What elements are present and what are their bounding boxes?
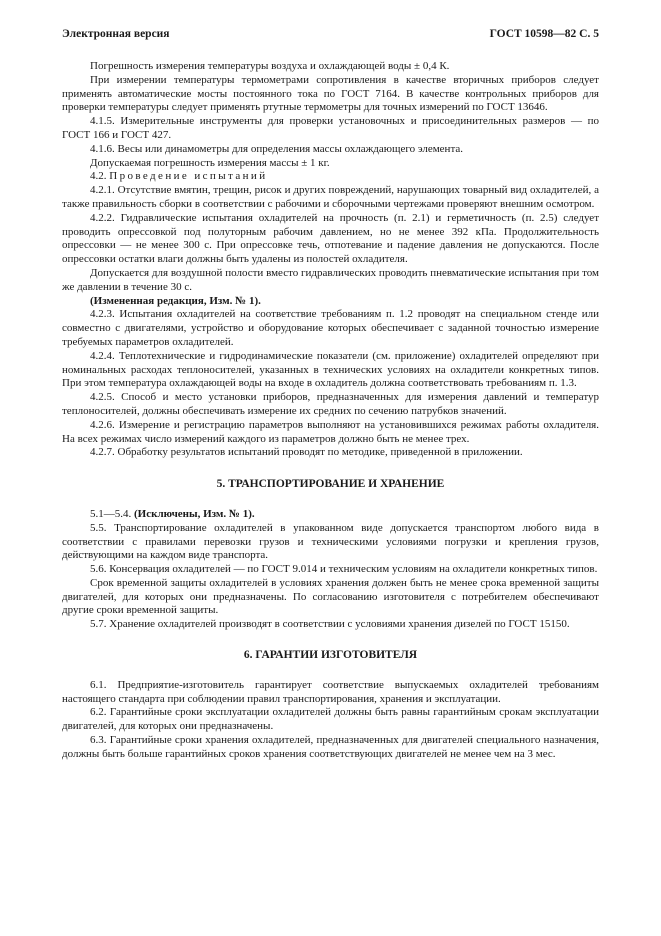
paragraph: При измерении температуры термометрами сопротивления в качестве вторичных приборов следует применять автоматические мосты постоянного тока по ГОСТ 7164. В качестве контрольных приборов для проверки температуры следует применять ртутные термометры для точных измерений по ГОСТ 13646. bbox=[62, 73, 599, 114]
edition-label: Электронная версия bbox=[62, 28, 170, 40]
paragraph: 5.6. Консервация охладителей — по ГОСТ 9.014 и техническим условиям на охладители конкретных типов. bbox=[90, 563, 598, 576]
paragraph: 5.5. Транспортирование охладителей в упакованном виде допускается транспортом любого вида в соответствии с правилами перевозки грузов и техническими условиями погрузки и крепления грузов, действующими на каждом виде транспорта. bbox=[62, 521, 599, 562]
paragraph: 4.2.4. Теплотехнические и гидродинамические показатели (см. приложение) охладителей определяют при номинальных расходах теплоносителей, указанных в технических условиях на охладители конкретных типов. При этом температура охлаждающей воды на входе в охладитель должна соответствовать требованиям п. 1.3. bbox=[62, 349, 599, 390]
section-title: 5. ТРАНСПОРТИРОВАНИЕ И ХРАНЕНИЕ bbox=[216, 478, 445, 491]
section-title: 6. ГАРАНТИИ ИЗГОТОВИТЕЛЯ bbox=[243, 649, 418, 662]
paragraph: 6.2. Гарантийные сроки эксплуатации охладителей должны быть равны гарантийным срокам эксплуатации двигателей, для которых они предназначены. bbox=[62, 706, 599, 733]
paragraph: 4.2.2. Гидравлические испытания охладителей на прочность (п. 2.1) и герметичность (п. 2.5) следует проводить опрессовкой под полуторным рабочим давлением, но не менее 392 кПа. Продолжительность опрессовки — не менее 300 с. При опрессовке течь, отпотевание и падение давления не допускаются. После опрессовки остатки влаги должны быть удалены из полостей охладителя. bbox=[62, 211, 599, 266]
paragraph: Допускается для воздушной полости вместо гидравлических проводить пневматические испытания при том же давлении в течение 30 с. bbox=[62, 266, 599, 293]
paragraph: 4.2.6. Измерение и регистрацию параметров выполняют на установившихся режимах работы охладителя. На всех режимах число измерений каждого из параметров должно быть не менее трех. bbox=[62, 418, 599, 445]
page-number: ГОСТ 10598—82 С. 5 bbox=[489, 28, 599, 40]
document-body bbox=[62, 60, 599, 762]
paragraph: Срок временной защиты охладителей в условиях хранения должен быть не менее срока временной защиты двигателей, для которых они предназначены. По согласованию изготовителя с потребителем обеспечивают другие сроки временной защиты. bbox=[62, 576, 599, 617]
paragraph: 4.1.6. Весы или динамометры для определения массы охлаждающего элемента. bbox=[90, 142, 464, 155]
paragraph bbox=[62, 508, 599, 522]
paragraph: 5.7. Хранение охладителей производят в соответствии с условиями хранения дизелей по ГОСТ 15150. bbox=[90, 618, 570, 631]
subsection-heading bbox=[62, 170, 599, 184]
paragraph: 4.2.5. Способ и место установки приборов, предназначенных для измерения давлений и температур теплоносителей, должны обеспечивать измерение их средних по сечению патрубков значений. bbox=[62, 391, 599, 417]
amendment-text: (Измененная редакция, Изм. № 1). bbox=[90, 294, 261, 307]
amendment-note bbox=[62, 295, 599, 309]
amendment-text: (Исключены, Изм. № 1). bbox=[134, 507, 255, 520]
subsection-title: Проведение испытаний bbox=[109, 170, 268, 183]
paragraph: Допускаемая погрешность измерения массы ± 1 кг. bbox=[90, 156, 330, 169]
paragraph: 4.2.1. Отсутствие вмятин, трещин, рисок и других повреждений, нарушающих товарный вид охладителей, а также правильность сборки в соответствии с рабочими и сборочными чертежами проверяют внешним осмотром. bbox=[62, 184, 599, 210]
paragraph: 6.1. Предприятие-изготовитель гарантирует соответствие выпускаемых охладителей требованиям настоящего стандарта при соблюдении правил транспортирования, хранения и эксплуатации. bbox=[62, 678, 599, 705]
clause-number: 5.1—5.4. bbox=[90, 507, 132, 520]
paragraph: 4.1.5. Измерительные инструменты для проверки установочных и присоединительных размеров — по ГОСТ 166 и ГОСТ 427. bbox=[62, 115, 599, 141]
paragraph: 4.2.3. Испытания охладителей на соответствие требованиям п. 1.2 проводят на специальном стенде или совместно с двигателями, устройство и оборудование которых обеспечивает с заданной точностью измерение требуемых параметров охладителей. bbox=[62, 308, 599, 348]
paragraph: 4.2.7. Обработку результатов испытаний проводят по методике, приведенной в приложении. bbox=[90, 446, 523, 459]
paragraph: Погрешность измерения температуры воздуха и охлаждающей воды ± 0,4 К. bbox=[90, 60, 450, 72]
subsection-number: 4.2. bbox=[90, 170, 107, 183]
paragraph: 6.3. Гарантийные сроки хранения охладителей, предназначенных для двигателей специального назначения, должны быть больше гарантийных сроков хранения соответствующих двигателей не менее чем на 3 мес. bbox=[62, 734, 599, 760]
